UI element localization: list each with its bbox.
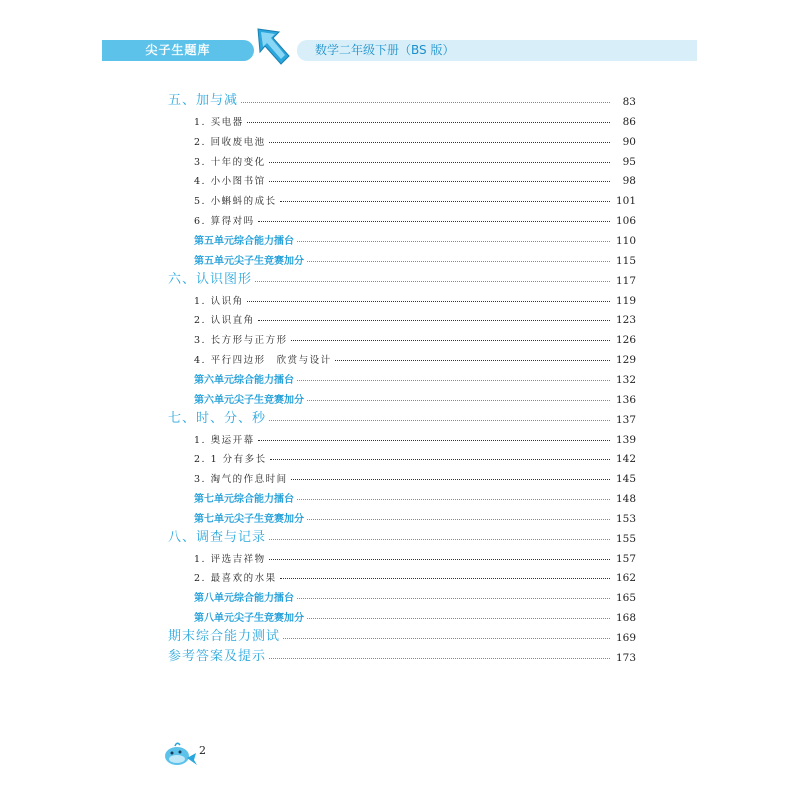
toc-entry-label: 2. 回收废电池	[194, 136, 266, 148]
toc-lesson-row	[168, 565, 636, 585]
toc-entry-label: 3. 长方形与正方形	[194, 335, 288, 347]
toc-review-row	[168, 366, 636, 386]
toc-entry-label: 2. 1 分有多长	[194, 454, 267, 466]
toc-entry-label: 1. 认识角	[194, 295, 244, 307]
toc-entry-label: 1. 奥运开幕	[194, 434, 255, 446]
toc-lesson-row	[168, 287, 636, 307]
toc-page-number: 115	[615, 254, 636, 267]
toc-page-number: 119	[615, 294, 636, 307]
dot-leader	[258, 320, 610, 321]
toc-entry-label: 2. 认识直角	[194, 315, 255, 327]
toc-entry-label: 1. 买电器	[194, 116, 244, 128]
dot-leader	[283, 638, 610, 639]
toc-entry-label: 4. 平行四边形 欣赏与设计	[194, 354, 332, 366]
toc-entry-label: 第六单元综合能力擂台	[194, 374, 294, 386]
dot-leader	[297, 241, 610, 242]
dot-leader	[307, 618, 610, 619]
toc-chapter-row	[168, 267, 636, 287]
toc-entry-label: 2. 最喜欢的水果	[194, 573, 277, 585]
toc-chapter-row	[168, 525, 636, 545]
toc-lesson-row	[168, 207, 636, 227]
toc-page-number: 126	[615, 334, 636, 347]
toc-entry-label: 1. 评选吉祥物	[194, 553, 266, 565]
toc-entry-label: 4. 小小图书馆	[194, 176, 266, 188]
toc-lesson-row	[168, 128, 636, 148]
dot-leader	[247, 122, 610, 123]
toc-page-number: 86	[622, 115, 636, 128]
toc-page-number: 137	[615, 413, 636, 426]
toc-lesson-row	[168, 307, 636, 327]
toc-lesson-row	[168, 148, 636, 168]
page-footer	[163, 740, 223, 770]
toc-page-number: 129	[615, 353, 636, 366]
toc-page-number: 148	[615, 492, 636, 505]
dot-leader	[269, 420, 610, 421]
dot-leader	[269, 162, 610, 163]
toc-page-number: 95	[622, 155, 636, 168]
dot-leader	[269, 559, 610, 560]
page-header	[102, 40, 697, 61]
toc-entry-label: 第五单元综合能力擂台	[194, 235, 294, 247]
toc-lesson-row	[168, 426, 636, 446]
dot-leader	[335, 360, 610, 361]
toc-page-number: 90	[622, 135, 636, 148]
toc-review-row	[168, 247, 636, 267]
toc-page-number: 101	[615, 195, 636, 208]
dot-leader	[269, 658, 610, 659]
dot-leader	[270, 459, 610, 460]
toc-lesson-row	[168, 346, 636, 366]
dot-leader	[291, 479, 610, 480]
dot-leader	[307, 519, 610, 520]
toc-review-row	[168, 505, 636, 525]
toc-review-row	[168, 485, 636, 505]
page-number: 2	[199, 744, 206, 757]
toc-chapter-row	[168, 406, 636, 426]
dot-leader	[258, 221, 610, 222]
dot-leader	[297, 598, 610, 599]
toc-entry-label: 六、认识图形	[168, 271, 253, 287]
toc-entry-label: 第七单元综合能力擂台	[194, 493, 294, 505]
up-left-arrow-icon	[255, 26, 293, 68]
toc-entry-label: 第六单元尖子生竞赛加分	[194, 394, 304, 406]
toc-page-number: 145	[615, 473, 636, 486]
dot-leader	[307, 261, 610, 262]
toc-review-row	[168, 227, 636, 247]
dot-leader	[247, 301, 610, 302]
toc-entry-label: 参考答案及提示	[168, 649, 267, 665]
toc-page-number: 106	[615, 214, 636, 227]
toc-lesson-row	[168, 446, 636, 466]
table-of-contents	[168, 88, 636, 664]
toc-entry-label: 第七单元尖子生竞赛加分	[194, 513, 304, 525]
toc-lesson-row	[168, 326, 636, 346]
toc-review-row	[168, 584, 636, 604]
toc-page-number: 165	[615, 592, 636, 605]
toc-page-number: 110	[615, 234, 636, 247]
book-title: 数学二年级下册（BS 版）	[315, 43, 455, 57]
toc-entry-label: 第五单元尖子生竞赛加分	[194, 255, 304, 267]
dot-leader	[297, 499, 610, 500]
dot-leader	[269, 142, 610, 143]
toc-lesson-row	[168, 465, 636, 485]
toc-page-number: 117	[615, 274, 636, 287]
toc-chapter-row	[168, 624, 636, 644]
toc-page-number: 155	[615, 532, 636, 545]
toc-entry-label: 第八单元尖子生竞赛加分	[194, 613, 304, 625]
toc-lesson-row	[168, 187, 636, 207]
toc-entry-label: 期末综合能力测试	[168, 629, 281, 645]
dot-leader	[269, 181, 610, 182]
toc-lesson-row	[168, 108, 636, 128]
toc-chapter-row	[168, 88, 636, 108]
toc-page-number: 132	[615, 373, 636, 386]
title-bar	[297, 40, 697, 61]
toc-review-row	[168, 386, 636, 406]
whale-mascot-icon	[163, 740, 199, 768]
toc-page-number: 168	[615, 612, 636, 625]
toc-entry-label: 3. 淘气的作息时间	[194, 474, 288, 486]
dot-leader	[269, 539, 610, 540]
toc-page-number: 142	[615, 453, 636, 466]
toc-chapter-row	[168, 644, 636, 664]
toc-lesson-row	[168, 545, 636, 565]
toc-review-row	[168, 604, 636, 624]
dot-leader	[280, 578, 610, 579]
toc-page-number: 83	[622, 96, 636, 109]
dot-leader	[307, 400, 610, 401]
toc-entry-label: 6. 算得对吗	[194, 215, 255, 227]
toc-page-number: 136	[615, 393, 636, 406]
toc-entry-label: 五、加与减	[168, 93, 239, 109]
toc-entry-label: 第八单元综合能力擂台	[194, 593, 294, 605]
dot-leader	[255, 281, 610, 282]
toc-page-number: 139	[615, 433, 636, 446]
dot-leader	[258, 440, 610, 441]
dot-leader	[241, 102, 610, 103]
toc-page-number: 157	[615, 552, 636, 565]
toc-page-number: 173	[615, 652, 636, 665]
toc-lesson-row	[168, 168, 636, 188]
dot-leader	[280, 201, 610, 202]
brand-tab: 尖子生题库	[102, 40, 254, 61]
dot-leader	[291, 340, 610, 341]
toc-entry-label: 八、调查与记录	[168, 529, 267, 545]
toc-entry-label: 5. 小蝌蚪的成长	[194, 196, 277, 208]
toc-entry-label: 3. 十年的变化	[194, 156, 266, 168]
toc-page-number: 169	[615, 632, 636, 645]
toc-page-number: 153	[615, 512, 636, 525]
dot-leader	[297, 380, 610, 381]
toc-page-number: 123	[615, 314, 636, 327]
toc-entry-label: 七、时、分、秒	[168, 410, 267, 426]
toc-page-number: 162	[615, 572, 636, 585]
toc-page-number: 98	[622, 175, 636, 188]
